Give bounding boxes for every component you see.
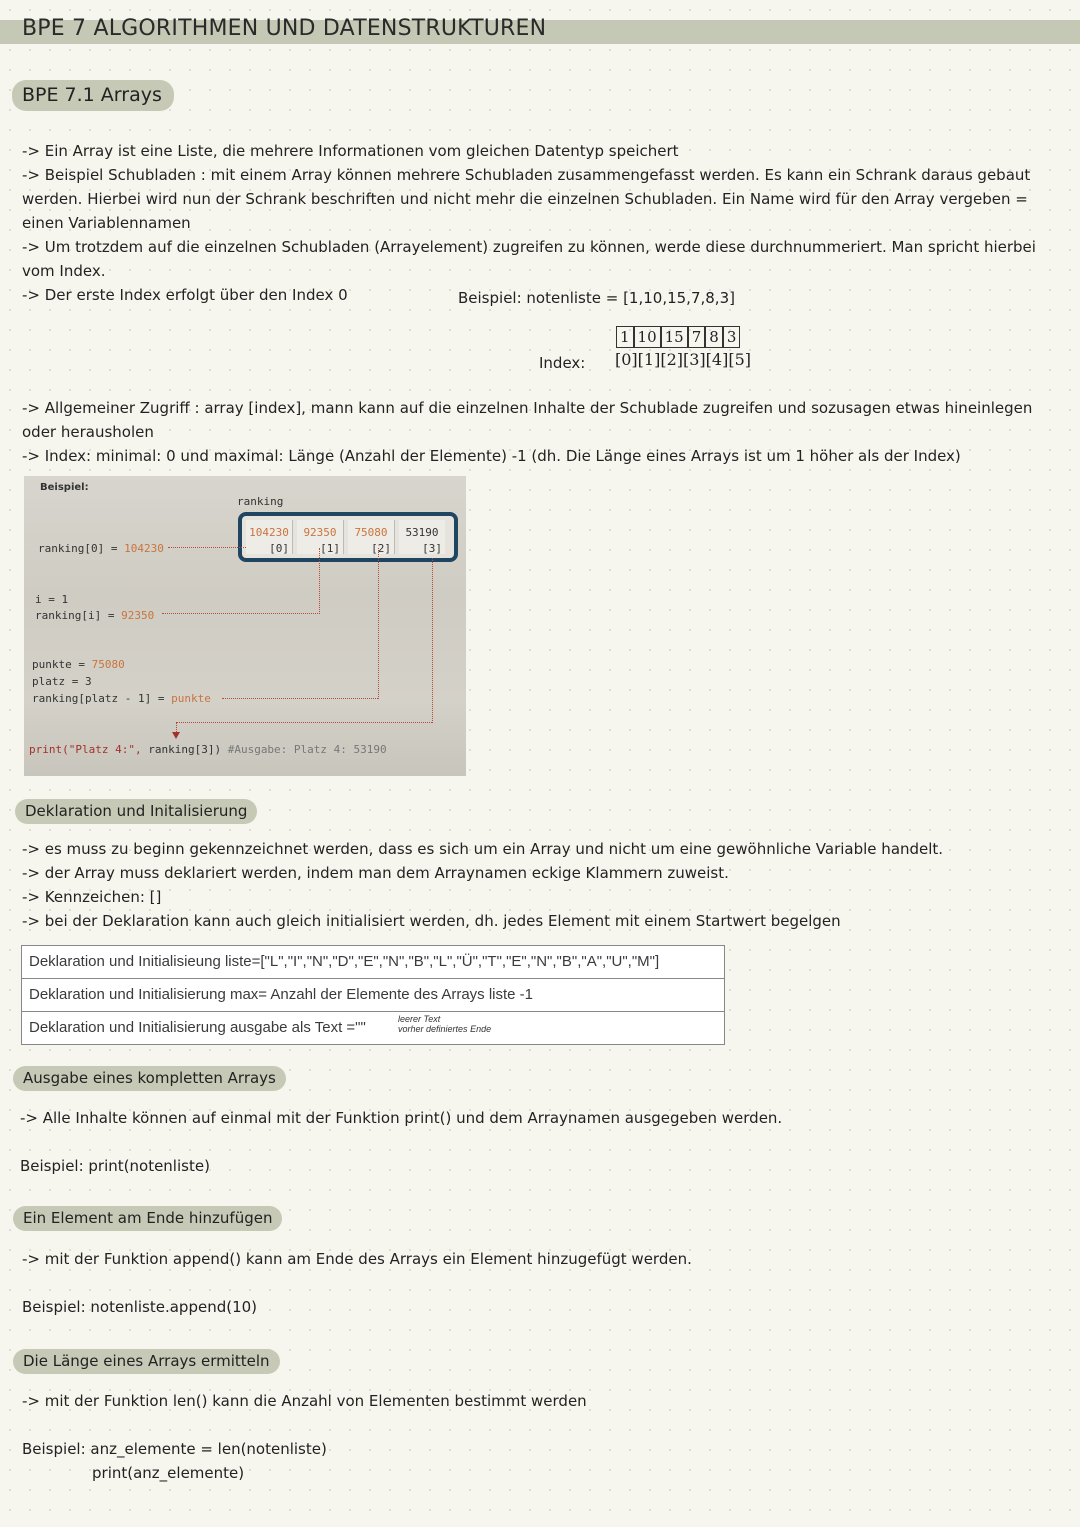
photo-array-name: ranking (237, 495, 284, 508)
decl-line-3: -> Kennzeichen: [] (22, 888, 162, 906)
decl-line-1: -> es muss zu beginn gekennzeichnet werden, dass es sich um ein Array und nicht um eine gewöhnliche Variable handelt. (22, 840, 944, 858)
index-label: Index: (539, 354, 586, 372)
append-text: -> mit der Funktion append() kann am Ende des Arrays ein Element hinzugefügt werden. (22, 1250, 692, 1268)
connector-line (319, 548, 320, 614)
notenliste-array-box (616, 326, 740, 348)
array-cell: 10 (634, 326, 661, 348)
section-heading-length: Die Länge eines Arrays ermitteln (13, 1349, 280, 1374)
ranking-example-photo (24, 476, 466, 776)
code-line-5: platz = 3 (32, 675, 92, 688)
code-line-6: ranking[platz - 1] = punkte (32, 692, 211, 705)
intro-line-3: werden. Hierbei wird nun der Schrank beschriften und nicht mehr die einzelnen Schubladen. Ein Name wird für den Array vergeben = (22, 190, 1028, 208)
len-example-1: Beispiel: anz_elemente = len(notenliste) (22, 1440, 327, 1458)
array-cell: 3 (723, 326, 741, 348)
cell-value: 92350 (303, 526, 337, 539)
photo-heading: Beispiel: (40, 482, 89, 493)
code-line-4: punkte = 75080 (32, 658, 125, 671)
array-cell: 8 (705, 326, 723, 348)
connector-line (176, 722, 432, 723)
array-cell: 1 (616, 326, 634, 348)
section-heading-append: Ein Element am Ende hinzufügen (13, 1206, 282, 1231)
code-line-1: ranking[0] = 104230 (38, 542, 164, 555)
notenliste-example: Beispiel: notenliste = [1,10,15,7,8,3] (458, 289, 735, 307)
section-heading-declaration: Deklaration und Initalisierung (15, 799, 257, 824)
access-line-3: -> Index: minimal: 0 und maximal: Länge (Anzahl der Elemente) -1 (dh. Die Länge eines Arrays ist um 1 höher als der Index) (22, 447, 961, 465)
code-line-3: ranking[i] = 92350 (35, 609, 155, 622)
intro-line-7: -> Der erste Index erfolgt über den Index 0 (22, 286, 348, 304)
intro-line-1: -> Ein Array ist eine Liste, die mehrere Informationen vom gleichen Datentyp speichert (22, 142, 679, 160)
code-line-print: print("Platz 4:", ranking[3]) #Ausgabe: Platz 4: 53190 (29, 743, 387, 756)
array-cell: 15 (661, 326, 688, 348)
access-line-1: -> Allgemeiner Zugriff : array [index], mann kann auf die einzelnen Inhalte der Schublade zugreifen und sozusagen etwas hineinlegen (22, 399, 1033, 417)
intro-line-4: einen Variablennamen (22, 214, 191, 232)
connector-line (432, 558, 433, 723)
connector-line (168, 547, 246, 548)
decl-line-4: -> bei der Deklaration kann auch gleich initialisiert werden, dh. jedes Element mit einem Startwert begelgen (22, 912, 841, 930)
handwritten-note: leerer Text vorher definiertes Ende (398, 1014, 492, 1034)
intro-line-2: -> Beispiel Schubladen : mit einem Array können mehrere Schubladen zusammengefasst werden. Es kann ein Schrank daraus gebaut (22, 166, 1031, 184)
append-example: Beispiel: notenliste.append(10) (22, 1298, 258, 1316)
cell-value: 75080 (354, 526, 388, 539)
cell-index: [3] (422, 542, 442, 555)
table-row (22, 1012, 724, 1044)
code-line-2: i = 1 (35, 593, 69, 606)
page-title: BPE 7 ALGORITHMEN UND DATENSTRUKTUREN (22, 16, 547, 41)
print-text: -> Alle Inhalte können auf einmal mit der Funktion print() und dem Arraynamen ausgegeben werden. (20, 1109, 783, 1127)
cell-index: [0] (269, 542, 289, 555)
cell-index: [2] (371, 542, 391, 555)
cell-value: 104230 (249, 526, 289, 539)
ranking-cell-3 (399, 520, 445, 554)
intro-line-6: vom Index. (22, 262, 106, 280)
table-cell-text: Deklaration und Initialisierung ausgabe als Text ="" (29, 1019, 366, 1036)
cell-index: [1] (320, 542, 340, 555)
table-row: Deklaration und Initialisierung max= Anzahl der Elemente des Arrays liste -1 (22, 979, 724, 1012)
index-row: [0][1][2][3][4][5] (615, 350, 751, 369)
ranking-array-box (238, 512, 458, 562)
section-heading-print: Ausgabe eines kompletten Arrays (13, 1066, 286, 1091)
decl-line-2: -> der Array muss deklariert werden, indem man dem Arraynamen eckige Klammern zuweist. (22, 864, 729, 882)
intro-line-5: -> Um trotzdem auf die einzelnen Schubladen (Arrayelement) zugreifen zu können, werde diese durchnummeriert. Man spricht hierbei (22, 238, 1036, 256)
ranking-cell-0 (246, 520, 293, 554)
ranking-cell-1 (297, 520, 344, 554)
table-row: Deklaration und Initialisieung liste=["L","I","N","D","E","N","B","L","Ü","T","E","N","B","A","U","M"] (22, 946, 724, 979)
len-example-2: print(anz_elemente) (92, 1464, 245, 1482)
section-heading-arrays: BPE 7.1 Arrays (12, 80, 174, 111)
print-example: Beispiel: print(notenliste) (20, 1157, 210, 1175)
connector-line (378, 548, 379, 699)
len-text: -> mit der Funktion len() kann die Anzahl von Elementen bestimmt werden (22, 1392, 587, 1410)
declaration-table (21, 945, 725, 1045)
connector-line (162, 613, 320, 614)
cell-value: 53190 (405, 526, 439, 539)
connector-line (222, 698, 378, 699)
arrow-down-icon (172, 732, 180, 739)
ranking-cell-2 (348, 520, 395, 554)
access-line-2: oder herausholen (22, 423, 154, 441)
array-cell: 7 (688, 326, 706, 348)
